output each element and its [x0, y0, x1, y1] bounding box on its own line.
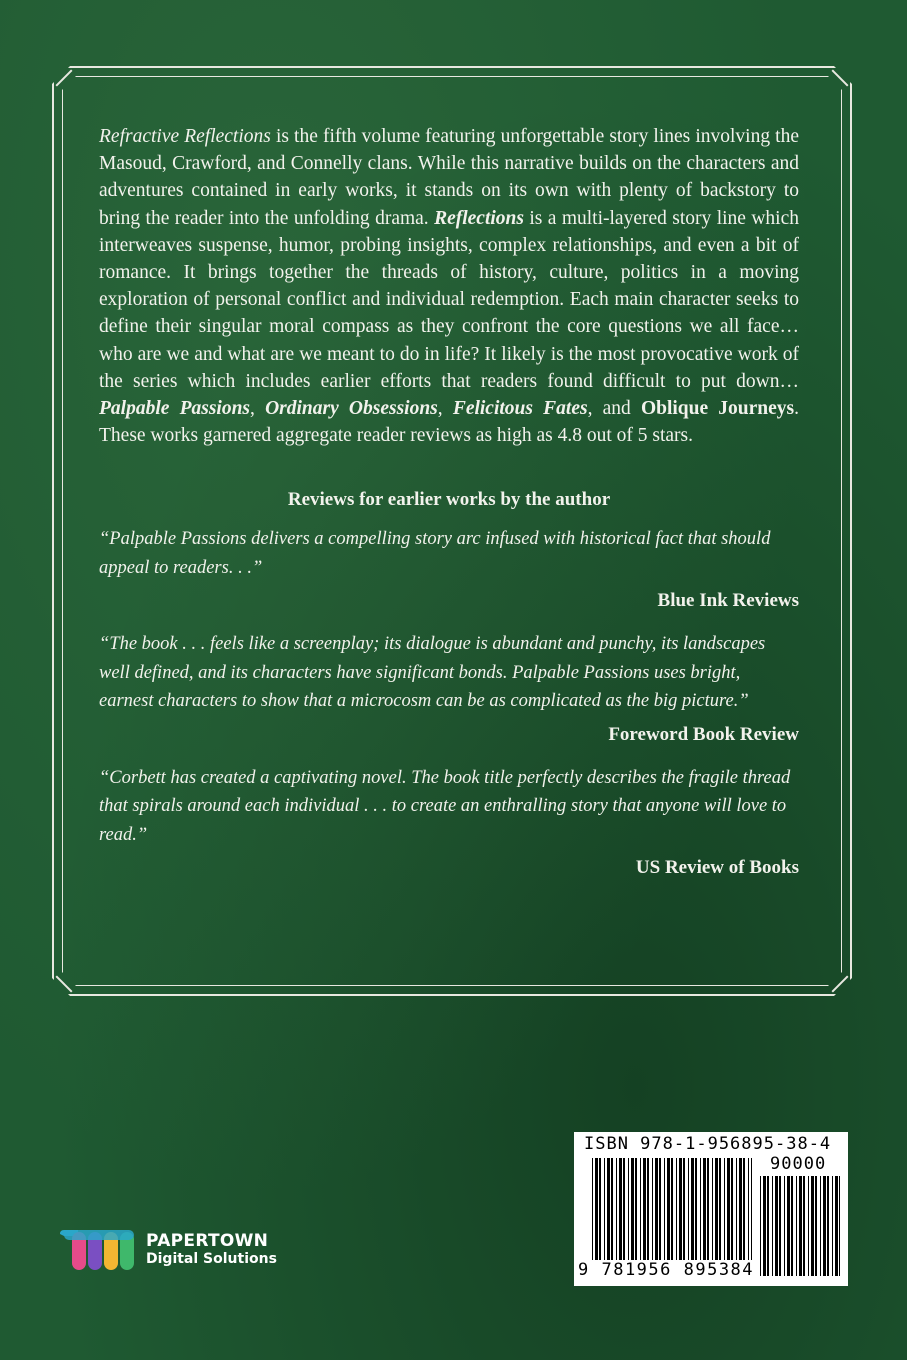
barcode-bar: [712, 1158, 713, 1260]
barcode-bar: [743, 1158, 745, 1260]
barcode-bar: [640, 1158, 641, 1260]
barcode-bar: [760, 1176, 761, 1276]
barcode-bar: [628, 1158, 629, 1260]
price-addon-label: 90000: [770, 1154, 827, 1174]
review-source: Blue Ink Reviews: [657, 590, 799, 612]
barcode-bar: [619, 1158, 622, 1260]
barcode-bar: [595, 1158, 598, 1260]
barcode-bar: [715, 1158, 718, 1260]
barcode-bar: [616, 1158, 617, 1260]
barcode-bar: [683, 1158, 685, 1260]
frame-corner: [828, 972, 852, 996]
barcode-bar: [791, 1176, 793, 1276]
barcode-bar: [787, 1176, 790, 1276]
publisher-logo-icon: [58, 1228, 140, 1272]
publisher-logo: [58, 1228, 277, 1272]
barcode-bar: [707, 1158, 709, 1260]
barcode-bar: [604, 1158, 605, 1260]
barcode-bar: [767, 1176, 769, 1276]
barcode-bar: [631, 1158, 634, 1260]
publisher-name: PAPERTOWN Digital Solutions: [146, 1231, 277, 1267]
barcode-bar: [748, 1158, 749, 1260]
barcode-bar: [832, 1176, 833, 1276]
barcode-bar: [592, 1158, 593, 1260]
barcode-bar: [688, 1158, 689, 1260]
barcode-bar: [784, 1176, 785, 1276]
frame-corner: [828, 66, 852, 90]
barcode-bars: [592, 1158, 752, 1260]
barcode-bar: [667, 1158, 670, 1260]
frame-corner: [52, 972, 76, 996]
barcode-bar: [655, 1158, 658, 1260]
barcode-bar: [811, 1176, 814, 1276]
review-quote: “Palpable Passions delivers a compelling story arc infused with historical fact that should appeal to readers. . .”: [99, 529, 771, 578]
barcode-bar: [652, 1158, 653, 1260]
barcode-addon-bars: [760, 1176, 840, 1276]
barcode-bar: [611, 1158, 613, 1260]
barcode-bar: [679, 1158, 682, 1260]
barcode-bar: [827, 1176, 829, 1276]
barcode-bar: [635, 1158, 637, 1260]
barcode-bar: [815, 1176, 817, 1276]
barcode-bar: [796, 1176, 797, 1276]
barcode-bar: [820, 1176, 821, 1276]
barcode-bar: [607, 1158, 610, 1260]
barcode-bar: [703, 1158, 706, 1260]
review-quote: “Corbett has created a captivating novel. The book title perfectly describes the fragile thread that spirals around each individual . . . to create an enthralling story that anyone will love to read.”: [99, 767, 791, 845]
barcode-bar: [799, 1176, 802, 1276]
barcode-bar: [659, 1158, 661, 1260]
barcode-bar: [700, 1158, 701, 1260]
back-cover-content: [99, 123, 799, 897]
barcode-bar: [835, 1176, 838, 1276]
barcode-bar: [727, 1158, 730, 1260]
barcode-bar: [671, 1158, 673, 1260]
barcode-bar: [823, 1176, 826, 1276]
barcode-bar: [643, 1158, 646, 1260]
barcode-bar: [839, 1176, 840, 1276]
barcode-bar: [724, 1158, 725, 1260]
frame-corner: [52, 66, 76, 90]
review-source: Foreword Book Review: [608, 723, 799, 745]
barcode-bar: [731, 1158, 733, 1260]
review-quote: “The book . . . feels like a screenplay; its dialogue is abundant and punchy, its landscapes well defined, and its characters have significant bonds. Palpable Passions uses bright, earnest characters to show that a microcosm can be as complicated as the big picture.”: [99, 634, 766, 712]
barcode-bar: [695, 1158, 697, 1260]
isbn-label: ISBN 978-1-956895-38-4: [584, 1134, 832, 1154]
ean-digits: 9 781956 895384: [578, 1260, 755, 1280]
review-source: US Review of Books: [635, 857, 799, 879]
barcode-bar: [808, 1176, 809, 1276]
book-blurb: Refractive Reflections is the fifth volume featuring unforgettable story lines involving the Masoud, Crawford, and Connelly clans. While this narrative builds on the characters and adventures contained in early works, it stands on its own with plenty of backstory to bring the reader into the unfolding drama. Reflections is a multi-layered story line which interweaves suspense, humor, probing insights, complex relationships, and even a bit of romance. It brings together the threads of history, culture, politics in a moving exploration of personal conflict and individual redemption. Each main character seeks to define their singular moral compass as they confront the core questions we all face… who are we and what are we meant to do in life? It likely is the most provocative work of the series which includes earlier efforts that readers found difficult to put down… Palpable Passions, Ordinary Obsessions, Felicitous Fates, and Oblique Journeys. These works garnered aggregate reader reviews as high as 4.8 out of 5 stars.: [99, 126, 800, 447]
barcode-bar: [719, 1158, 721, 1260]
barcode-bar: [676, 1158, 677, 1260]
barcode-bar: [664, 1158, 665, 1260]
isbn-barcode: [574, 1132, 848, 1286]
barcode-bar: [736, 1158, 737, 1260]
barcode-bar: [623, 1158, 625, 1260]
reviews-heading: Reviews for earlier works by the author: [287, 489, 611, 511]
barcode-bar: [599, 1158, 601, 1260]
barcode-bar: [647, 1158, 649, 1260]
barcode-bar: [751, 1158, 752, 1260]
barcode-bar: [691, 1158, 694, 1260]
barcode-bar: [803, 1176, 805, 1276]
barcode-bar: [775, 1176, 778, 1276]
barcode-bar: [763, 1176, 766, 1276]
book-title: Refractive Reflections: [99, 126, 271, 147]
barcode-bar: [779, 1176, 781, 1276]
barcode-bar: [772, 1176, 773, 1276]
barcode-bar: [739, 1158, 742, 1260]
